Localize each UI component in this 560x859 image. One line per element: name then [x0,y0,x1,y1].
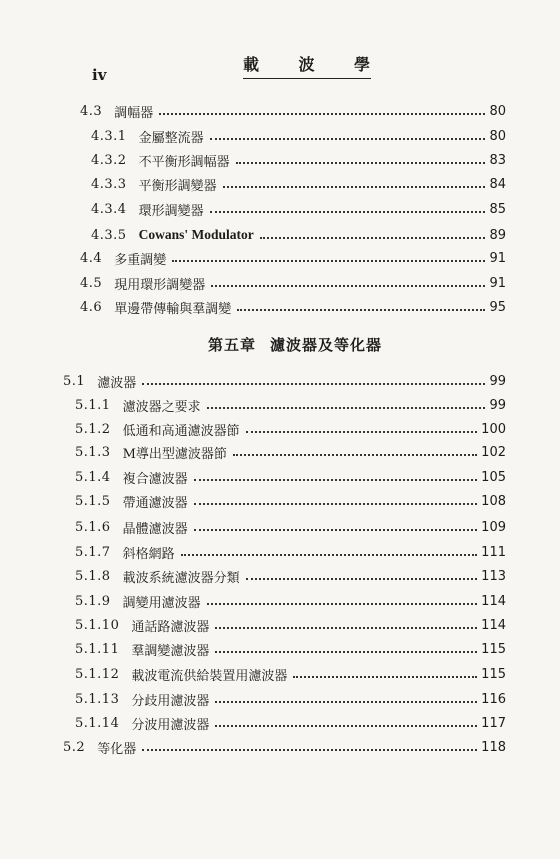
toc-entry[interactable] [75,541,506,563]
entry-number: 5.1.1 [75,397,111,413]
toc-entry[interactable] [80,247,506,269]
entry-page: 105 [481,469,506,485]
entry-title: 載波系統濾波器分類 [122,570,240,586]
entry-number: 5.2 [63,739,86,755]
entry-title: 複合濾波器 [122,471,188,487]
entry-title: 金屬整流器 [138,130,204,146]
toc-entry[interactable] [75,712,506,734]
entry-page: 115 [481,666,506,682]
entry-page: 117 [481,715,506,731]
dot-leader [210,138,486,140]
dot-leader [233,454,477,456]
dot-leader [142,383,485,385]
dot-leader [215,701,477,703]
entry-page: 100 [481,421,506,437]
entry-title: 濾波器 [97,375,137,391]
toc-entry[interactable] [91,149,506,171]
toc-entry[interactable] [75,394,506,416]
entry-number: 5.1.11 [75,641,120,657]
toc-entry[interactable] [75,516,506,538]
entry-title: 濾波器之要求 [122,399,201,415]
dot-leader [210,211,486,213]
entry-number: 5.1.7 [75,544,111,560]
entry-number: 5.1.5 [75,493,111,509]
entry-page: 80 [489,103,506,119]
entry-number: 5.1.8 [75,568,111,584]
entry-title: 低通和高通濾波器節 [122,423,240,439]
dot-leader [142,749,477,751]
entry-page: 111 [481,544,506,560]
dot-leader [246,431,478,433]
toc-entry[interactable] [75,663,506,685]
entry-number: 4.3.2 [91,152,127,168]
entry-title: 多重調變 [114,252,167,268]
entry-number: 5.1.14 [75,715,120,731]
toc-entry[interactable] [75,490,506,512]
dot-leader [181,554,478,556]
entry-page: 95 [489,299,506,315]
entry-page: 99 [489,397,506,413]
entry-page: 99 [489,373,506,389]
entry-page: 118 [481,739,506,755]
chapter-title: 濾波器及等化器 [270,336,383,354]
dot-leader [211,285,485,287]
page-number: iv [92,66,107,84]
dot-leader [215,725,477,727]
entry-title: 晶體濾波器 [122,521,188,537]
entry-number: 4.3.1 [91,128,127,144]
toc-entry[interactable] [91,224,506,246]
entry-page: 108 [481,493,506,509]
entry-title: 現用環形調變器 [114,277,206,293]
entry-title: 載波電流供給裝置用濾波器 [131,668,288,684]
entry-page: 113 [481,568,506,584]
entry-page: 80 [489,128,506,144]
toc-entry[interactable] [75,688,506,710]
toc-entry[interactable] [91,125,506,147]
entry-title: 等化器 [97,741,137,757]
toc-entry[interactable] [80,100,506,122]
running-head-char: 學 [353,55,371,74]
entry-page: 91 [489,250,506,266]
entry-number: 4.3.3 [91,176,127,192]
toc-entry[interactable] [75,418,506,440]
dot-leader [194,479,478,481]
dot-leader [246,578,478,580]
entry-page: 83 [489,152,506,168]
toc-entry[interactable] [91,173,506,195]
toc-entry[interactable] [80,296,506,318]
entry-page: 102 [481,444,506,460]
entry-number: 5.1.6 [75,519,111,535]
entry-number: 4.3.5 [91,227,127,243]
entry-page: 109 [481,519,506,535]
entry-number: 4.5 [80,275,103,291]
entry-title: 斜格網路 [122,546,175,562]
entry-title: 分歧用濾波器 [131,693,210,709]
toc-entry[interactable] [91,198,506,220]
chapter-label: 第五章 [207,336,256,354]
toc-entry[interactable] [75,614,506,636]
toc-entry[interactable] [75,441,506,463]
dot-leader [260,237,486,239]
entry-title: 環形調變器 [138,203,204,219]
toc-entry[interactable] [63,370,506,392]
dot-leader [236,162,486,164]
dot-leader [207,407,486,409]
dot-leader [215,627,477,629]
toc-entry[interactable] [75,590,506,612]
entry-number: 4.6 [80,299,103,315]
dot-leader [194,529,478,531]
chapter-heading [195,334,395,355]
entry-number: 4.4 [80,250,103,266]
entry-title: 通話路濾波器 [131,619,210,635]
dot-leader [207,603,478,605]
entry-number: 5.1.12 [75,666,120,682]
dot-leader [293,676,477,678]
entry-page: 85 [489,201,506,217]
entry-title: 調幅器 [114,105,154,121]
entry-number: 5.1.13 [75,691,120,707]
dot-leader [194,503,478,505]
entry-title: Cowans' Modulator [138,227,254,242]
dot-leader [237,309,485,311]
dot-leader [215,651,477,653]
entry-title: 單邊帶傳輸與羣調變 [114,301,232,317]
entry-page: 114 [481,593,506,609]
running-head-char: 波 [298,55,316,74]
entry-title: M導出型濾波器節 [122,446,227,462]
entry-number: 5.1.10 [75,617,120,633]
entry-number: 5.1.4 [75,469,111,485]
entry-page: 91 [489,275,506,291]
entry-number: 4.3.4 [91,201,127,217]
dot-leader [172,260,485,262]
entry-number: 4.3 [80,103,103,119]
entry-title: 平衡形調變器 [138,178,217,194]
entry-title: 羣調變濾波器 [131,643,210,659]
entry-number: 5.1.9 [75,593,111,609]
dot-leader [223,186,486,188]
entry-page: 114 [481,617,506,633]
entry-title: 調變用濾波器 [122,595,201,611]
toc-entry[interactable] [75,466,506,488]
entry-number: 5.1.2 [75,421,111,437]
entry-page: 115 [481,641,506,657]
entry-page: 89 [489,227,506,243]
dot-leader [159,113,485,115]
toc-entry[interactable] [75,638,506,660]
toc-entry[interactable] [80,272,506,294]
entry-title: 帶通濾波器 [122,495,188,511]
toc-entry[interactable] [75,565,506,587]
entry-number: 5.1 [63,373,86,389]
entry-title: 不平衡形調幅器 [138,154,230,170]
entry-page: 116 [481,691,506,707]
entry-title: 分波用濾波器 [131,717,210,733]
running-head-char: 載 [243,55,261,74]
entry-number: 5.1.3 [75,444,111,460]
entry-page: 84 [489,176,506,192]
toc-entry[interactable] [63,736,506,758]
